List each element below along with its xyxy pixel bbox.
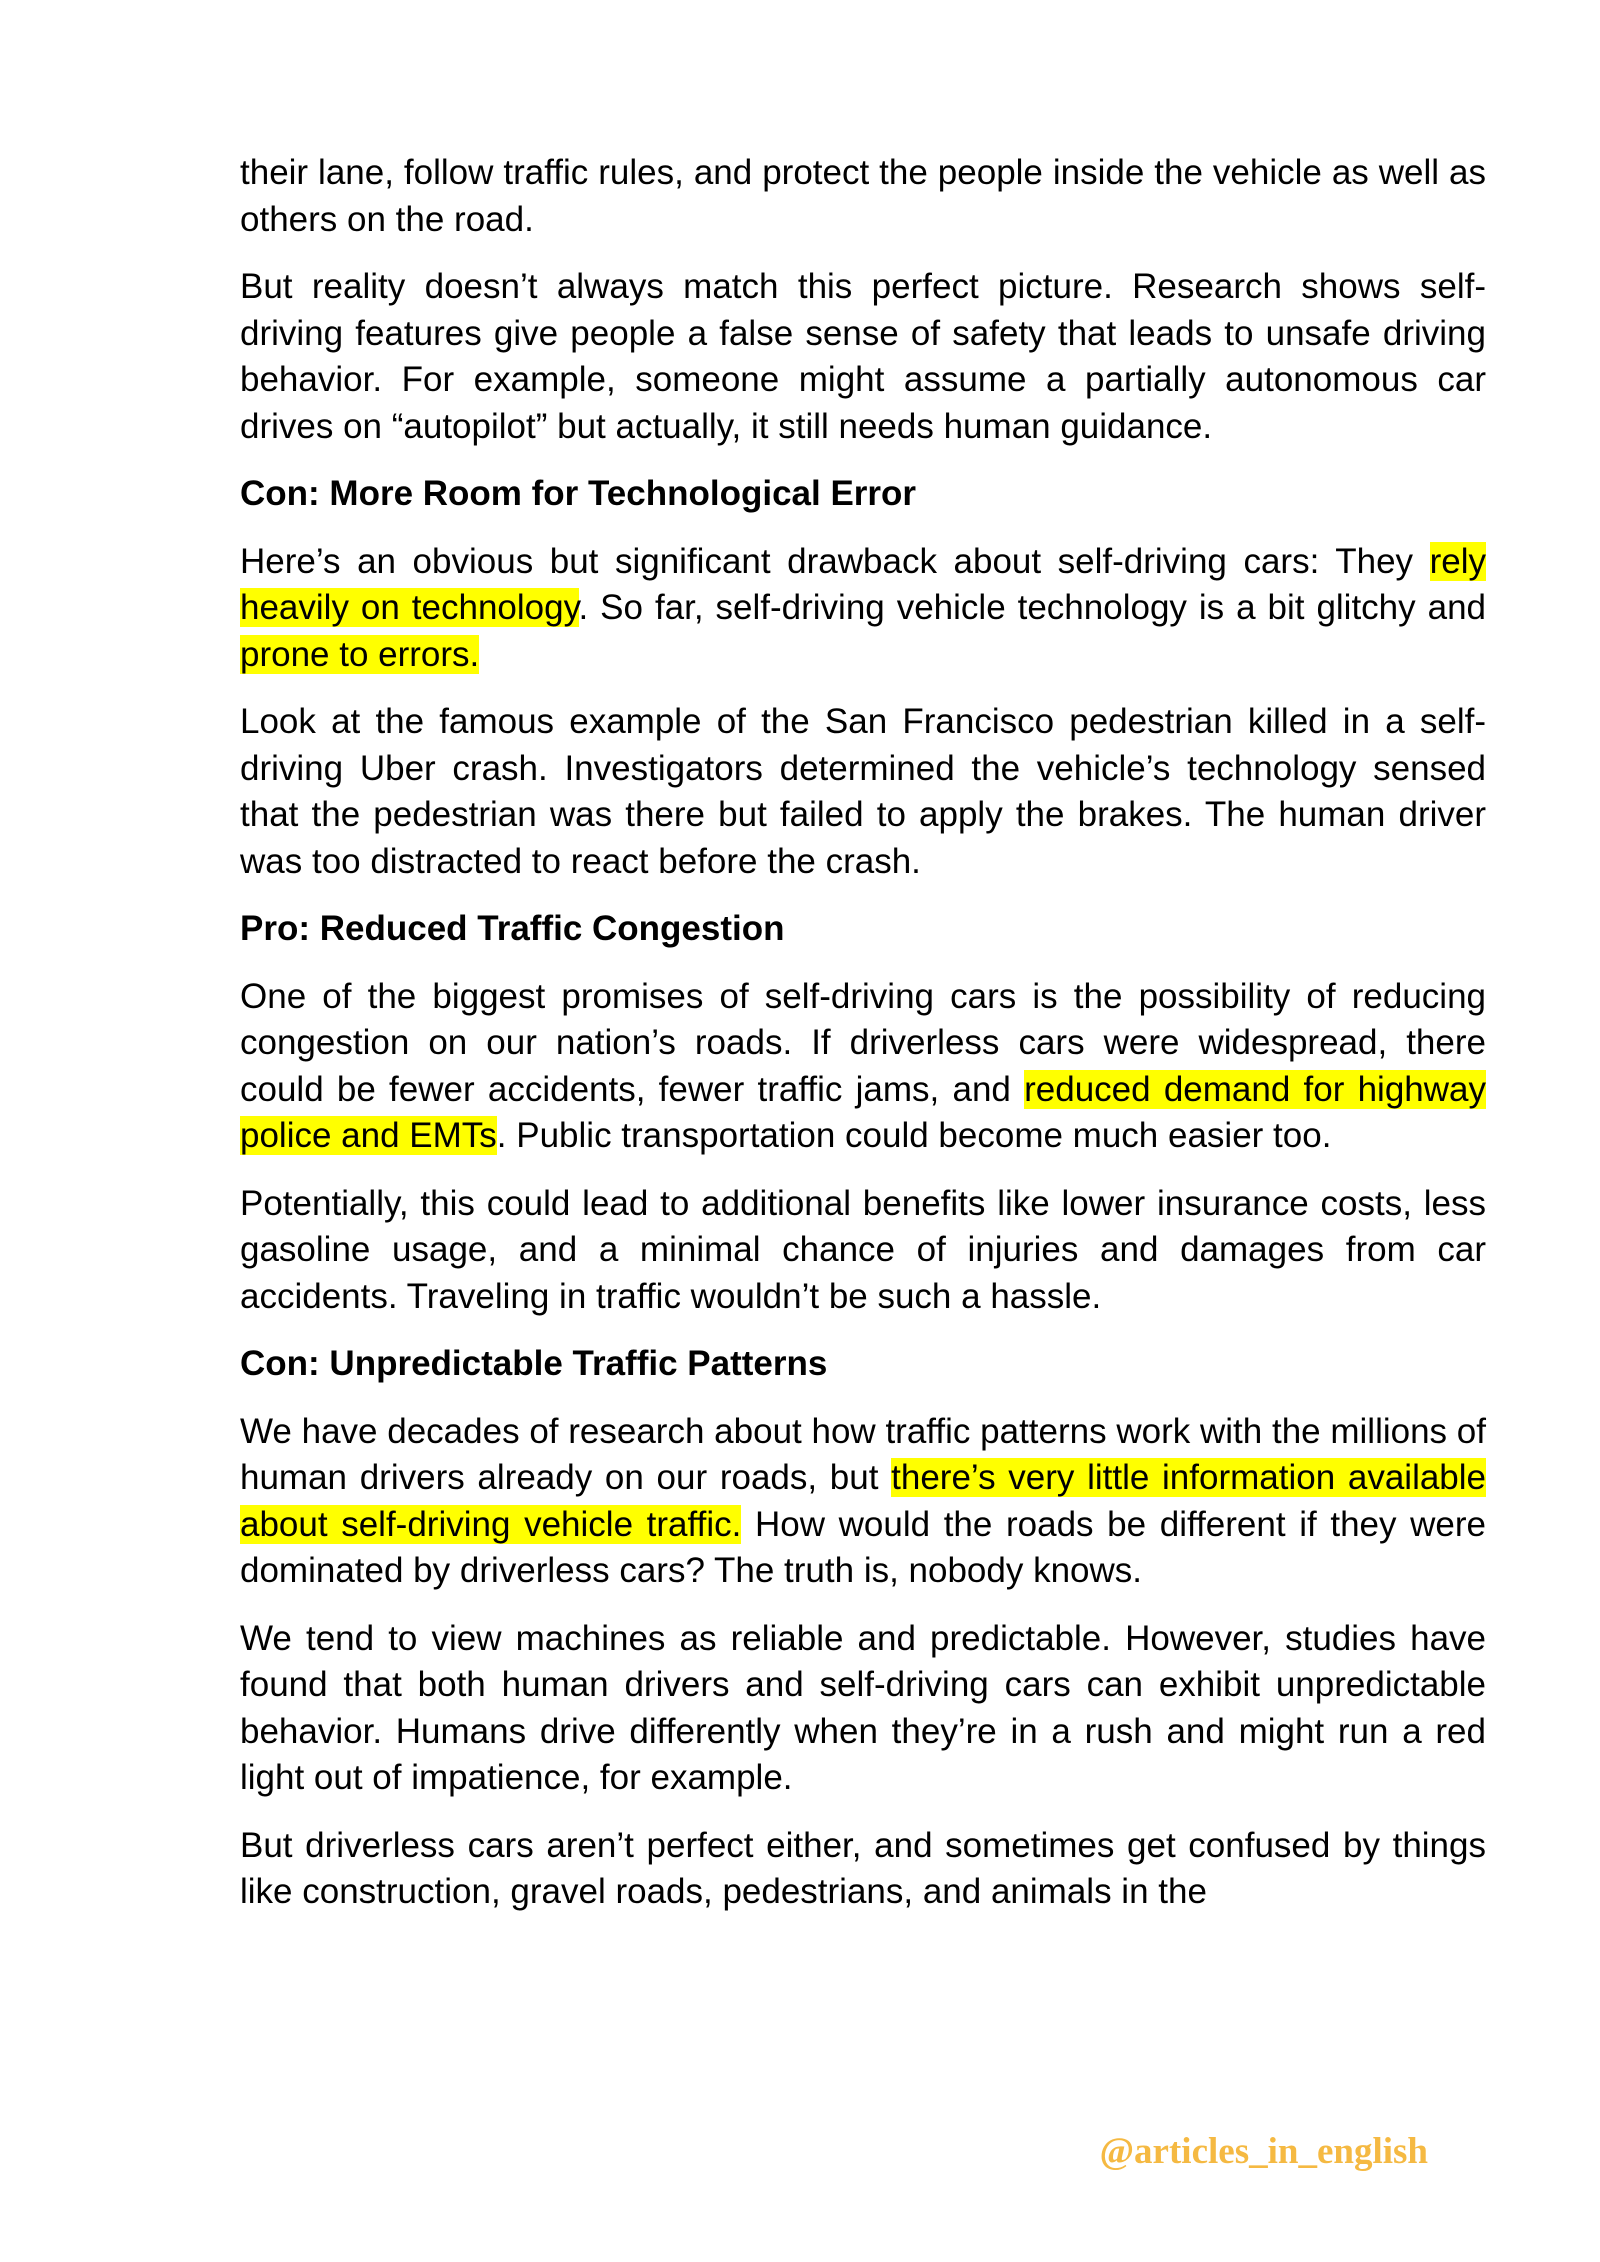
paragraph (240, 264, 1486, 450)
text-run: Con: Unpredictable Traffic Patterns (240, 1344, 828, 1383)
paragraph (240, 1409, 1486, 1595)
paragraph (240, 1616, 1486, 1802)
paragraph (240, 1823, 1486, 1916)
text-run: We tend to view machines as reliable and predictable. However, studies have found that both human drivers and self-driving cars can exhibit unpredictable behavior. Humans drive differently when they’re in a rush and might run a red light out of impatience, for example. (240, 1618, 1486, 1797)
document-body (240, 150, 1486, 1937)
text-run: But driverless cars aren’t perfect either, and sometimes get confused by things like construction, gravel roads, pedestrians, and animals in the (240, 1825, 1486, 1911)
section-heading (240, 471, 1486, 518)
text-run: Potentially, this could lead to additional benefits like lower insurance costs, less gasoline usage, and a minimal chance of injuries and damages from car accidents. Traveling in traffic wouldn’t be such a hassle. (240, 1183, 1486, 1316)
text-run: One of the biggest promises of self-driving cars is the possibility of reducing congestion on our nation’s roads. If driverless cars were widespread, there could be fewer accidents, fewer traffic jams, and (240, 976, 1486, 1109)
paragraph (240, 539, 1486, 679)
paragraph (240, 974, 1486, 1160)
text-run: Con: More Room for Technological Error (240, 474, 917, 513)
text-run: Pro: Reduced Traffic Congestion (240, 909, 785, 948)
text-run: How would the roads be different if they were dominated by driverless cars? The truth is, nobody knows. (240, 1504, 1486, 1590)
paragraph (240, 1181, 1486, 1321)
highlighted-text: rely heavily on technology (240, 541, 1486, 627)
text-run: their lane, follow traffic rules, and protect the people inside the vehicle as well as others on the road. (240, 153, 1486, 239)
highlighted-text: reduced demand for highway police and EMTs (240, 1069, 1486, 1155)
highlighted-text: there’s very little information available about self-driving vehicle traffic. (240, 1458, 1487, 1544)
text-run: Look at the famous example of the San Francisco pedestrian killed in a self-driving Uber crash. Investigators determined the vehicle’s technology sensed that the pedestrian was there but failed to apply the brakes. The human driver was too distracted to react before the crash. (240, 702, 1486, 881)
text-run: We have decades of research about how traffic patterns work with the millions of human drivers already on our roads, but (240, 1411, 1486, 1497)
section-heading (240, 1341, 1486, 1388)
text-run: Here’s an obvious but significant drawback about self-driving cars: They (240, 541, 1430, 581)
paragraph (240, 150, 1486, 243)
text-run: . So far, self-driving vehicle technology is a bit glitchy and (578, 588, 1487, 627)
text-run: . Public transportation could become much easier too. (496, 1116, 1332, 1155)
paragraph (240, 699, 1486, 885)
text-run: But reality doesn’t always match this perfect picture. Research shows self-driving features give people a false sense of safety that leads to unsafe driving behavior. For example, someone might assume a partially autonomous car drives on “autopilot” but actually, it still needs human guidance. (240, 267, 1486, 446)
watermark: @articles_in_english (1099, 2131, 1428, 2172)
highlighted-text: prone to errors. (240, 634, 480, 674)
section-heading (240, 906, 1486, 953)
